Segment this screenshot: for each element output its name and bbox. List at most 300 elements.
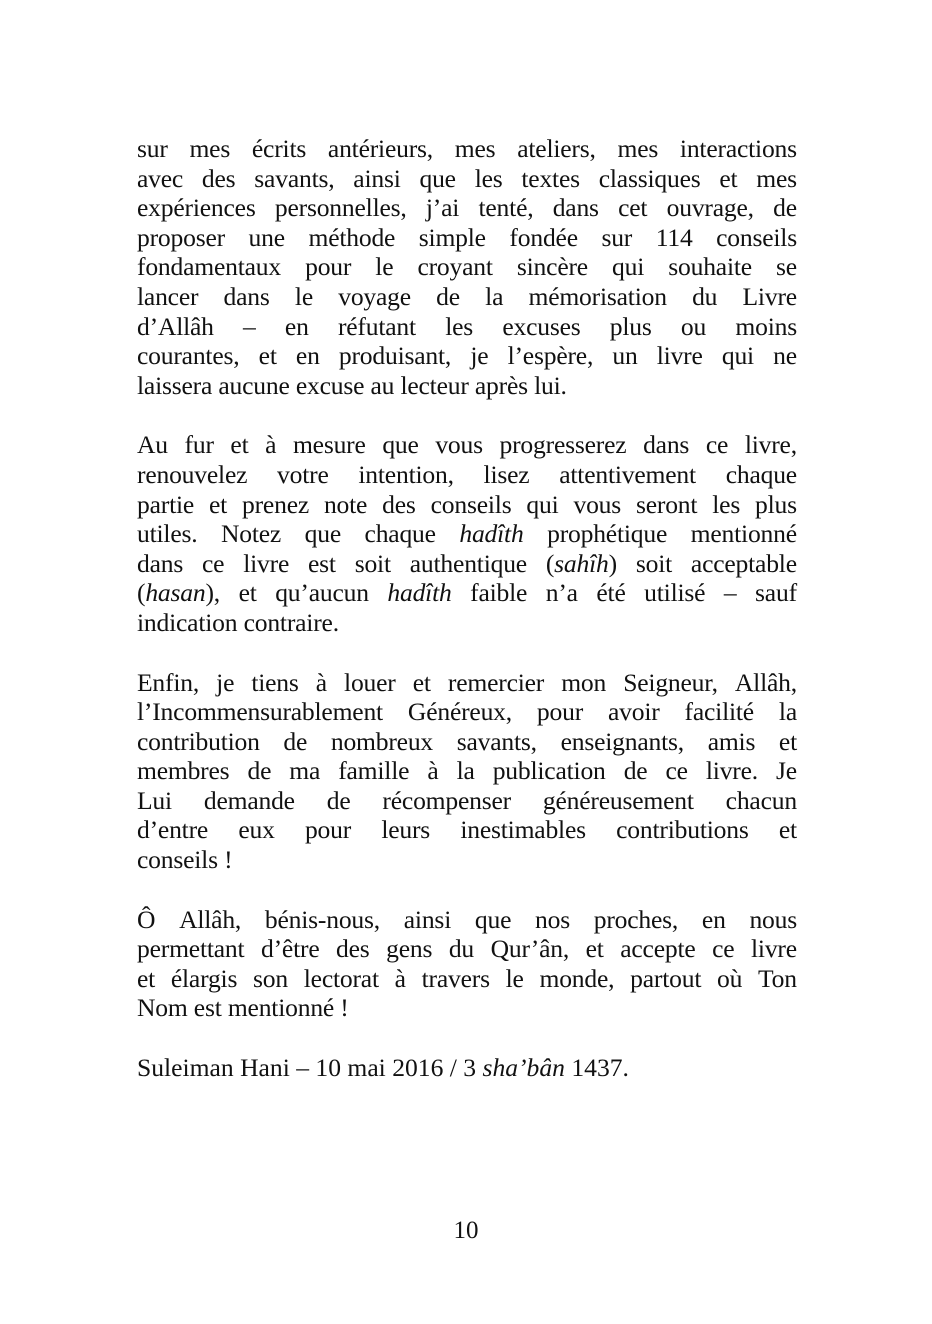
text-fragment: (: [545, 548, 555, 578]
word: [277, 460, 329, 490]
word: [445, 312, 473, 342]
word: [253, 964, 288, 994]
text-fragment: mentionné: [690, 519, 797, 549]
text-fragment: savants,: [456, 726, 537, 756]
word: [353, 164, 400, 194]
word: [624, 756, 648, 786]
word: [387, 578, 451, 608]
word: [296, 341, 320, 371]
text-fragment: mon: [561, 667, 607, 697]
word: [419, 164, 455, 194]
text-fragment: et: [230, 430, 249, 460]
text-line-words: [137, 282, 797, 312]
text-fragment: qui: [526, 489, 559, 519]
italic-term: hadîth: [459, 519, 524, 549]
text-fragment: récompenser: [382, 785, 511, 815]
text-fragment: 114: [655, 222, 693, 252]
text-fragment: la: [456, 756, 475, 786]
text-fragment: ce: [665, 756, 688, 786]
text-fragment: son: [253, 963, 288, 993]
word: [137, 341, 239, 371]
text-line: [137, 282, 797, 312]
text-line-words: [137, 756, 797, 786]
text-fragment: que: [474, 904, 512, 934]
text-fragment: progresserez: [499, 430, 627, 460]
word: [244, 608, 339, 638]
word: [338, 282, 411, 312]
text-fragment: moins: [735, 311, 797, 341]
word: [137, 193, 256, 223]
word: [712, 934, 734, 964]
word: [601, 223, 632, 253]
text-fragment: mentionné: [227, 993, 335, 1023]
text-fragment: sur: [601, 222, 633, 252]
text-fragment: est: [307, 548, 336, 578]
word: [726, 460, 797, 490]
word: [254, 164, 334, 194]
text-fragment: conseils: [430, 489, 512, 519]
word: [534, 371, 567, 401]
word: [561, 727, 684, 757]
word: [386, 934, 432, 964]
word: [304, 964, 379, 994]
text-line: [137, 490, 797, 520]
word: [594, 905, 678, 935]
text-fragment: pour: [305, 252, 352, 282]
italic-term: hadîth: [387, 578, 452, 608]
text-fragment: livre: [656, 341, 703, 371]
text-line-words: [137, 341, 797, 371]
text-fragment: ce: [712, 934, 735, 964]
text-fragment: aucune: [218, 370, 290, 400]
word: [459, 519, 523, 549]
word: [630, 964, 701, 994]
text-line: [137, 756, 797, 786]
text-fragment: n’a: [545, 578, 578, 608]
word: [137, 134, 168, 164]
word: [295, 282, 313, 312]
text-fragment: ne: [773, 341, 797, 371]
word: [209, 490, 227, 520]
word: [735, 312, 797, 342]
text-fragment: où: [717, 963, 743, 993]
word: [610, 312, 652, 342]
word: [358, 460, 453, 490]
word: [339, 341, 451, 371]
text-fragment: fur: [184, 430, 214, 460]
text-fragment: Notez: [220, 519, 282, 549]
text-line-words: [137, 430, 797, 460]
word: [400, 371, 474, 401]
text-fragment: qu’aucun: [275, 578, 369, 608]
text-fragment: les: [445, 311, 474, 341]
text-line: [137, 519, 797, 549]
word: [305, 815, 351, 845]
page-body: [137, 134, 797, 1083]
word: [382, 490, 416, 520]
text-fragment: textes: [521, 163, 580, 193]
text-fragment: écrits: [251, 134, 307, 163]
word: [137, 934, 244, 964]
text-fragment: au: [370, 370, 395, 400]
word: [243, 312, 256, 342]
text-fragment: mes: [756, 163, 797, 193]
text-fragment: mesure: [292, 430, 366, 460]
text-fragment: de: [326, 785, 351, 815]
word: [327, 786, 351, 816]
text-fragment: et: [719, 163, 738, 193]
word: [436, 282, 460, 312]
word: [228, 993, 340, 1023]
word: [623, 668, 718, 698]
word: [543, 786, 694, 816]
text-line: [137, 934, 797, 964]
word: [283, 727, 307, 757]
text-line: [137, 608, 797, 638]
text-fragment: de: [436, 281, 460, 311]
text-fragment: que: [382, 430, 419, 460]
text-fragment: d’être: [261, 934, 320, 964]
text-fragment: se: [776, 252, 797, 282]
text-line: [137, 371, 797, 401]
word: [247, 756, 271, 786]
word: [316, 668, 327, 698]
text-fragment: tenté,: [478, 193, 534, 223]
text-line-words: [137, 490, 797, 520]
word: [238, 815, 274, 845]
word: [202, 164, 236, 194]
text-fragment: famille: [338, 756, 410, 786]
text-line-words: [137, 697, 797, 727]
text-fragment: Qur’ân,: [490, 934, 570, 964]
word: [616, 815, 748, 845]
text-fragment: généreusement: [542, 785, 694, 815]
word: [776, 252, 797, 282]
page-number: 10: [453, 1217, 479, 1244]
word: [726, 786, 797, 816]
word: [251, 668, 298, 698]
word: [422, 964, 490, 994]
word: [457, 756, 475, 786]
text-fragment: –: [723, 578, 737, 608]
text-fragment: produisant,: [338, 341, 452, 371]
text-line-words: [137, 786, 797, 816]
text-line: [137, 786, 797, 816]
text-fragment: avec: [137, 163, 184, 193]
word: [681, 312, 706, 342]
word: [755, 490, 797, 520]
word: [636, 490, 697, 520]
text-fragment: accepte: [620, 934, 696, 964]
text-fragment: souhaite: [668, 252, 752, 282]
word: [485, 282, 503, 312]
word: [395, 964, 406, 994]
text-fragment: Enfin,: [137, 667, 200, 697]
text-fragment: de: [283, 726, 308, 756]
text-fragment: lecteur: [400, 370, 469, 400]
word: [475, 371, 534, 401]
text-fragment: excuse: [295, 370, 365, 400]
word: [324, 490, 367, 520]
word: [500, 430, 627, 460]
text-fragment: livre,: [744, 430, 797, 460]
text-fragment: livre: [243, 548, 290, 578]
word: [657, 341, 703, 371]
text-fragment: plus: [609, 311, 652, 341]
word: [331, 727, 433, 757]
text-fragment: le: [294, 281, 313, 311]
text-fragment: les: [474, 163, 503, 193]
text-fragment: chaque: [725, 459, 797, 489]
word: [171, 964, 237, 994]
text-line-words: [137, 993, 797, 1023]
word: [137, 371, 218, 401]
text-fragment: fondée: [509, 222, 578, 252]
word: [355, 549, 391, 579]
text-fragment: –: [243, 311, 256, 341]
word: [448, 668, 544, 698]
word: [344, 668, 396, 698]
word: [517, 252, 588, 282]
text-fragment: dans: [643, 430, 690, 460]
word: [224, 282, 270, 312]
text-fragment: ma: [289, 756, 321, 786]
word: [137, 223, 225, 253]
text-fragment: ateliers,: [517, 134, 596, 163]
word: [204, 786, 295, 816]
text-fragment: dans: [137, 548, 184, 578]
text-fragment: gens: [386, 934, 433, 964]
text-fragment: publication: [492, 756, 606, 786]
text-fragment: attentivement: [559, 459, 696, 489]
text-fragment: ou: [680, 311, 707, 341]
word: [404, 905, 451, 935]
text-fragment: sincère: [516, 252, 588, 282]
text-fragment: antérieurs,: [327, 134, 434, 163]
text-fragment: des: [382, 489, 416, 519]
text-line-words: [137, 905, 797, 935]
text-fragment: qui: [721, 341, 754, 371]
word: [308, 223, 395, 253]
word: [470, 341, 488, 371]
word: [336, 934, 370, 964]
word: [680, 134, 797, 164]
text-line: [137, 727, 797, 757]
text-fragment: classiques: [598, 163, 701, 193]
word: [755, 578, 797, 608]
paragraph: [137, 668, 797, 875]
word: [137, 964, 155, 994]
text-fragment: lui.: [534, 370, 567, 400]
text-fragment: réfutant: [337, 311, 416, 341]
text-line-words: [137, 727, 797, 757]
word: [249, 223, 285, 253]
word: [137, 668, 199, 698]
text-fragment: courantes,: [137, 341, 240, 371]
text-fragment: Seigneur,: [623, 667, 718, 697]
text-fragment: le: [375, 252, 394, 282]
text-fragment: sauf: [755, 578, 797, 608]
text-fragment: Allâh,: [734, 667, 797, 697]
word: [340, 993, 348, 1023]
hijri-year: 1437.: [564, 1053, 629, 1083]
word: [586, 934, 604, 964]
text-fragment: et: [209, 489, 228, 519]
word: [735, 668, 797, 698]
text-line-words: [137, 608, 797, 638]
word: [779, 727, 797, 757]
text-fragment: bénis-nous,: [264, 904, 380, 934]
word: [431, 490, 512, 520]
text-line-words: [137, 223, 797, 253]
text-fragment: et: [258, 341, 277, 371]
word: [137, 786, 172, 816]
word: [745, 430, 797, 460]
text-fragment: cet: [618, 193, 648, 223]
word: [370, 371, 400, 401]
word: [137, 312, 214, 342]
text-fragment: Livre: [742, 281, 797, 311]
text-line: [137, 460, 797, 490]
word: [706, 756, 758, 786]
word: [137, 252, 281, 282]
text-fragment: proposer: [137, 222, 225, 252]
word: [691, 549, 797, 579]
text-fragment: personnelles,: [274, 193, 407, 223]
word: [137, 519, 197, 549]
text-fragment: sur: [137, 134, 168, 163]
text-line: [137, 815, 797, 845]
word: [702, 905, 726, 935]
word: [289, 756, 320, 786]
word: [776, 756, 797, 786]
word: [620, 934, 695, 964]
text-line: [137, 578, 797, 608]
text-fragment: lisez: [483, 459, 530, 489]
text-line: [137, 905, 797, 935]
word: [618, 134, 659, 164]
text-fragment: un: [612, 341, 638, 371]
text-fragment: est: [193, 993, 222, 1023]
word: [137, 549, 183, 579]
text-fragment: pour: [536, 697, 584, 727]
word: [230, 430, 248, 460]
text-line: [137, 193, 797, 223]
text-fragment: (: [137, 578, 146, 608]
word: [708, 727, 756, 757]
text-fragment: contribution: [137, 726, 260, 756]
text-fragment: contraire.: [243, 607, 339, 637]
word: [265, 905, 380, 935]
text-fragment: indication: [137, 607, 238, 637]
text-fragment: Allâh,: [179, 904, 242, 934]
word: [275, 578, 369, 608]
text-fragment: !: [340, 993, 349, 1023]
text-fragment: le: [505, 963, 524, 993]
word: [305, 252, 351, 282]
text-line-words: [137, 964, 797, 994]
text-fragment: votre: [277, 459, 329, 489]
text-fragment: enseignants,: [560, 726, 684, 756]
word: [185, 430, 214, 460]
text-fragment: inestimables: [460, 815, 586, 845]
text-fragment: du: [448, 934, 475, 964]
text-fragment: demande: [203, 785, 295, 815]
word: [561, 668, 606, 698]
text-fragment: pour: [304, 815, 352, 845]
word: [460, 815, 586, 845]
italic-term: sahîh: [554, 548, 609, 578]
word: [261, 934, 319, 964]
text-fragment: les: [712, 489, 741, 519]
word: [455, 134, 496, 164]
word: [375, 252, 393, 282]
word: [644, 578, 705, 608]
text-fragment: ouvrage,: [666, 193, 754, 223]
word: [618, 193, 647, 223]
word: [137, 905, 155, 935]
text-fragment: à: [394, 963, 406, 993]
text-fragment: de: [247, 756, 272, 786]
word: [706, 430, 728, 460]
word: [179, 905, 241, 935]
text-fragment: vous: [435, 430, 483, 460]
text-fragment: utiles.: [137, 519, 198, 549]
text-fragment: mes: [454, 134, 496, 163]
word: [508, 341, 594, 371]
text-fragment: prophétique: [547, 519, 668, 549]
word: [724, 578, 737, 608]
text-line-words: [137, 193, 797, 223]
word: [506, 964, 524, 994]
text-fragment: soit: [354, 548, 391, 578]
text-fragment: méthode: [308, 222, 396, 252]
word: [285, 312, 309, 342]
word: [137, 164, 183, 194]
text-fragment: Nom: [137, 993, 188, 1023]
text-fragment: à: [265, 430, 277, 460]
text-fragment: chaque: [364, 519, 436, 549]
text-fragment: nombreux: [330, 726, 434, 756]
text-fragment: conseils: [716, 222, 797, 252]
text-fragment: et: [412, 667, 431, 697]
text-line-words: [137, 549, 797, 579]
word: [137, 490, 194, 520]
text-fragment: je: [216, 667, 235, 697]
text-fragment: Ô: [137, 904, 156, 934]
text-fragment: soit: [635, 548, 673, 578]
text-fragment: seront: [635, 489, 698, 519]
text-fragment: excuses: [502, 311, 581, 341]
word: [484, 460, 530, 490]
text-fragment: livre: [751, 934, 797, 964]
text-fragment: croyant: [417, 252, 493, 282]
text-fragment: ): [608, 548, 617, 578]
text-fragment: partout: [630, 963, 702, 993]
text-fragment: utilisé: [644, 578, 706, 608]
text-fragment: monde,: [539, 963, 615, 993]
word: [521, 164, 580, 194]
word: [722, 341, 754, 371]
text-fragment: et: [238, 578, 257, 608]
text-fragment: facilité: [684, 697, 754, 727]
text-fragment: lancer: [137, 281, 199, 311]
signature-line: [137, 1053, 797, 1083]
text-fragment: avoir: [607, 697, 660, 727]
text-line-words: [137, 371, 797, 401]
word: [137, 578, 220, 608]
word: [526, 490, 558, 520]
